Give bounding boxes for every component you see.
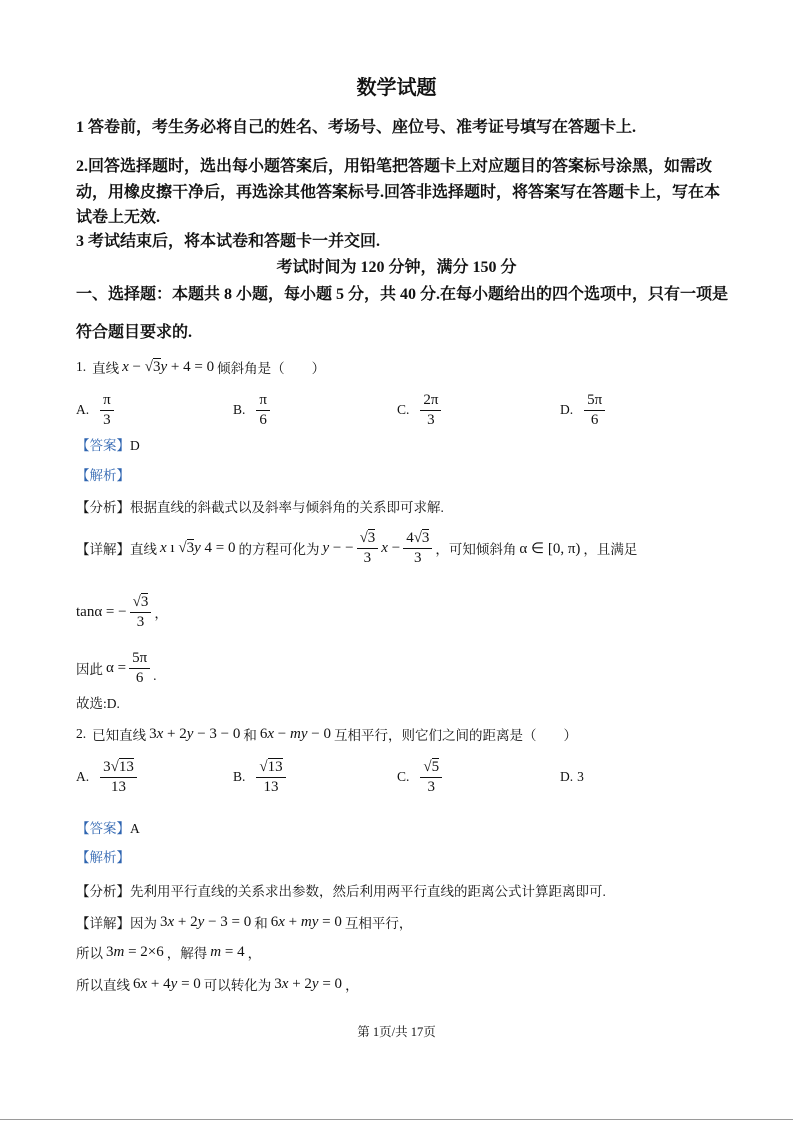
detail-text: ， — [345, 978, 359, 993]
q1-fenxi — [76, 499, 444, 517]
q1-option-d — [560, 390, 608, 430]
detail-equation: x ı √3y 4 = 0 — [160, 539, 236, 556]
detail-equation: 3x + 2y − 3 = 0 — [160, 913, 252, 930]
denominator: 3 — [427, 778, 435, 795]
detail-text: ， — [154, 606, 168, 621]
detail-text: 所以 — [76, 946, 103, 961]
fenxi-tag: 【分析】 — [76, 884, 130, 899]
fraction — [100, 759, 137, 796]
detail-text: 互相平行， — [344, 916, 413, 931]
instruction-2-line-2: 动，用橡皮擦干净后，再选涂其他答案标号.回答非选择题时，将答案写在答题卡上，写在本 — [76, 184, 721, 201]
q2-analysis-tag — [76, 849, 130, 867]
q2-answer — [76, 820, 140, 838]
numerator: √5 — [420, 759, 442, 778]
fraction — [403, 530, 432, 567]
detail-equation: 3m = 2×6 — [106, 943, 164, 960]
detail-text: . — [153, 668, 157, 683]
answer-tag: 【答案】 — [76, 438, 130, 453]
fenxi-text: 根据直线的斜截式以及斜率与倾斜角的关系即可求解. — [130, 500, 444, 515]
detail-text: ，且满足 — [583, 542, 638, 557]
fraction — [100, 392, 114, 429]
instruction-2-line-3: 试卷上无效. — [76, 209, 161, 226]
fraction — [256, 392, 270, 429]
denominator: 3 — [363, 549, 372, 566]
q1-analysis-tag — [76, 467, 130, 485]
numerator: 5π — [129, 650, 150, 669]
stem-text: 已知直线 — [92, 728, 147, 743]
q1-conclusion: 故选:D. — [76, 696, 120, 711]
detail-equation: 6x + 4y = 0 — [133, 975, 201, 992]
denominator: 6 — [590, 411, 599, 428]
answer-tag: 【答案】 — [76, 821, 130, 836]
q1-option-c — [397, 390, 444, 430]
option-label: C. — [397, 769, 410, 784]
q2-option-b — [233, 757, 289, 797]
section-heading-line-1: 一、选择题：本题共 8 小题，每小题 5 分，共 40 分.在每小题给出的四个选项中，只有一项是 — [76, 286, 729, 303]
option-label: A. — [76, 769, 90, 784]
detail-equation: 3x + 2y = 0 — [274, 975, 343, 992]
denominator: 3 — [103, 411, 111, 428]
option-label: B. — [233, 402, 246, 417]
fraction — [256, 759, 285, 796]
numerator: 5π — [584, 392, 605, 411]
detail-equation: α = — [106, 659, 127, 676]
numerator: 4√3 — [403, 530, 432, 549]
instruction-2-line-1: 2.回答选择题时，选出每小题答案后，用铅笔把答题卡上对应题目的答案标号涂黑，如需改 — [76, 158, 713, 175]
denominator: 13 — [110, 778, 126, 795]
fenxi-tag: 【分析】 — [76, 500, 130, 515]
analysis-tag: 【解析】 — [76, 850, 130, 865]
numerator: π — [256, 392, 270, 411]
option-label: A. — [76, 402, 90, 417]
denominator: 3 — [414, 549, 422, 566]
instruction-1: 1 答卷前，考生务必将自己的姓名、考场号、座位号、准考证号填写在答题卡上. — [76, 119, 637, 136]
denominator: 6 — [259, 411, 267, 428]
stem-text: 倾斜角是（ ） — [217, 361, 326, 376]
q2-option-d — [560, 757, 584, 797]
option-label: D. — [560, 769, 574, 784]
q1-detail-line-2 — [76, 592, 168, 632]
numerator: 2π — [420, 392, 441, 411]
stem-text: 互相平行，则它们之间的距离是（ ） — [333, 728, 577, 743]
detail-text: 因为 — [130, 916, 157, 931]
stem-text: 直线 — [92, 361, 120, 376]
question-number: 1. — [76, 359, 87, 374]
denominator: 3 — [136, 613, 145, 630]
answer-value: D — [130, 438, 140, 453]
detail-equation: 6x + my = 0 — [270, 913, 342, 930]
detail-equation: α ∈ [0, π) — [519, 540, 581, 557]
numerator: √3 — [357, 530, 379, 549]
detail-tag: 【详解】 — [76, 542, 130, 557]
detail-text: 直线 — [130, 542, 157, 557]
numerator: 3√13 — [100, 759, 137, 778]
detail-text: 和 — [254, 916, 268, 931]
q1-option-a — [76, 390, 117, 430]
fraction — [130, 594, 152, 631]
detail-text: ， — [247, 946, 262, 961]
fraction — [129, 650, 150, 687]
detail-text: ，解得 — [166, 946, 208, 961]
q2-detail-line-2 — [76, 941, 261, 963]
fraction — [420, 392, 441, 429]
q1-detail-line-3 — [76, 648, 157, 688]
question-2-stem — [76, 723, 577, 745]
detail-equation: x − — [381, 539, 401, 556]
analysis-tag: 【解析】 — [76, 468, 130, 483]
detail-equation: m = 4 — [210, 943, 245, 960]
stem-equation: x − √3y + 4 = 0 — [122, 358, 215, 375]
fraction — [584, 392, 605, 429]
numerator: √3 — [130, 594, 152, 613]
denominator: 6 — [135, 669, 144, 686]
q1-detail-line-1 — [76, 528, 637, 568]
detail-text: 的方程可化为 — [238, 542, 320, 557]
q1-answer — [76, 437, 140, 455]
q2-fenxi — [76, 883, 606, 901]
detail-text: 所以直线 — [76, 978, 130, 993]
fraction — [357, 530, 379, 567]
question-1-stem — [76, 356, 325, 378]
page-footer: 第 1页/共 17页 — [357, 1025, 436, 1039]
option-value: 3 — [577, 769, 584, 784]
option-label: D. — [560, 402, 574, 417]
detail-text: ，可知倾斜角 — [435, 542, 517, 557]
q2-option-a — [76, 757, 140, 797]
denominator: 3 — [427, 411, 435, 428]
fraction — [420, 759, 442, 796]
detail-equation: y − − — [322, 539, 354, 556]
q2-detail-line-1 — [76, 911, 412, 933]
page-title: 数学试题 — [356, 77, 437, 99]
question-number: 2. — [76, 726, 87, 741]
exam-info: 考试时间为 120 分钟，满分 150 分 — [276, 259, 517, 276]
instruction-3: 3 考试结束后，将本试卷和答题卡一并交回. — [76, 233, 381, 250]
page-bottom-rule — [0, 1119, 793, 1120]
q1-option-b — [233, 390, 273, 430]
numerator: √13 — [256, 759, 285, 778]
option-label: C. — [397, 402, 410, 417]
section-heading-line-2: 符合题目要求的. — [76, 324, 193, 341]
denominator: 13 — [263, 778, 279, 795]
stem-equation: 3x + 2y − 3 − 0 — [149, 725, 241, 742]
detail-text: 可以转化为 — [203, 978, 272, 993]
answer-value: A — [130, 821, 140, 836]
stem-text: 和 — [243, 728, 257, 743]
option-label: B. — [233, 769, 246, 784]
numerator: π — [100, 392, 114, 411]
q2-option-c — [397, 757, 445, 797]
stem-equation: 6x − my − 0 — [259, 725, 331, 742]
detail-tag: 【详解】 — [76, 916, 130, 931]
detail-equation: tanα = − — [76, 603, 127, 620]
fenxi-text: 先利用平行直线的关系求出参数，然后利用两平行直线的距离公式计算距离即可. — [130, 884, 606, 899]
q2-detail-line-3 — [76, 973, 359, 995]
detail-text: 因此 — [76, 662, 103, 677]
